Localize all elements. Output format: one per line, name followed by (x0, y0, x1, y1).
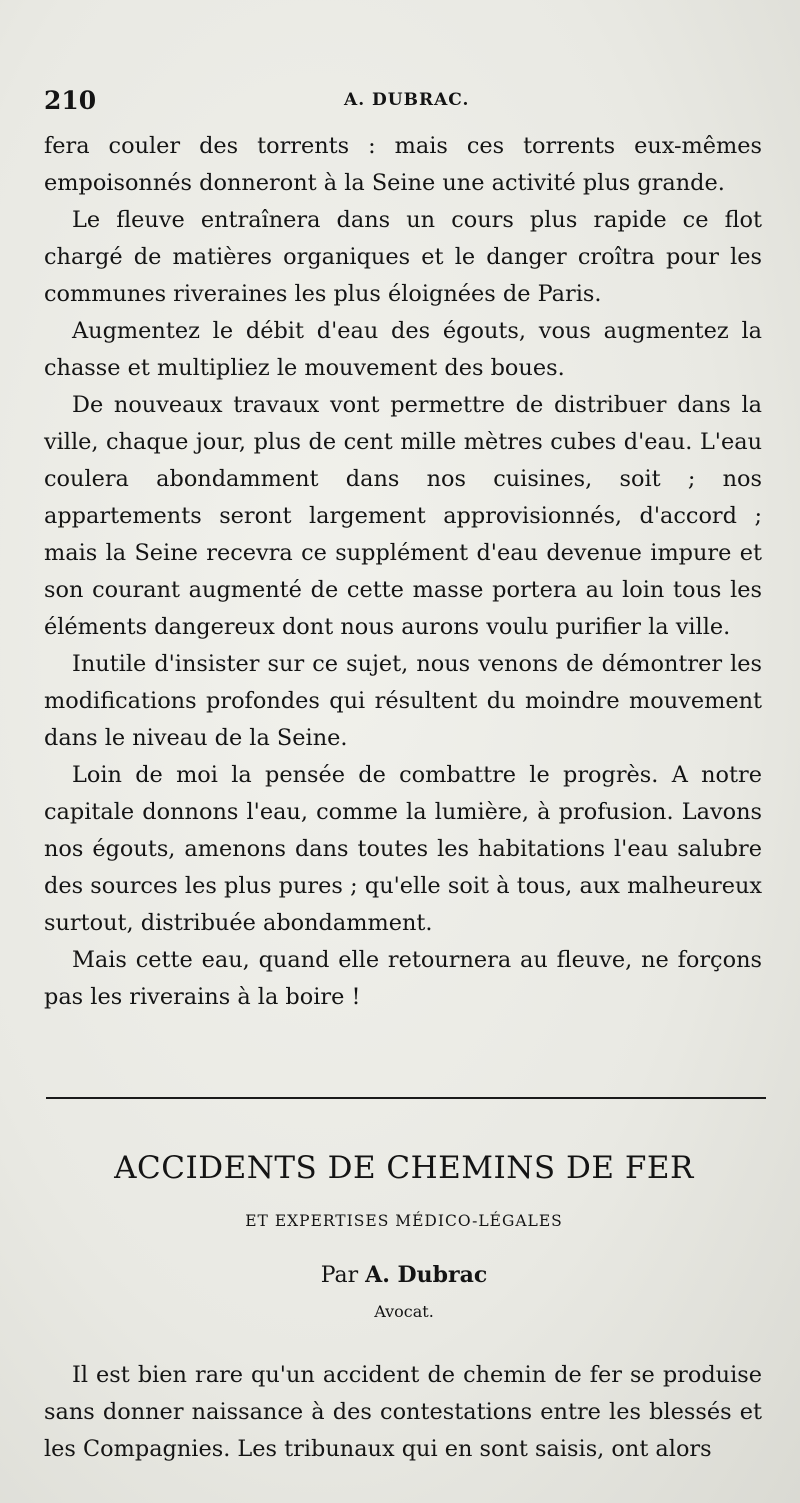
paragraph: Augmentez le débit d'eau des égouts, vous augmentez la chasse et multipliez le mouvement des boues. (44, 318, 762, 381)
paragraph: Inutile d'insister sur ce sujet, nous venons de démontrer les modifications profondes qui résultent du moindre mouvement dans le niveau de la Seine. (44, 651, 762, 751)
article-subtitle: ET EXPERTISES MÉDICO-LÉGALES (245, 1212, 563, 1230)
paragraph: fera couler des torrents : mais ces torrents eux-mêmes empoisonnés donneront à la Seine une activité plus grande. (44, 133, 762, 196)
body-text (44, 128, 762, 1016)
paragraph: Il est bien rare qu'un accident de chemin de fer se produise sans donner naissance à des contestations entre les blessés et les Compagnies. Les tribunaux qui en sont saisis, ont alors (44, 1362, 762, 1462)
article-title: ACCIDENTS DE CHEMINS DE FER (114, 1150, 694, 1186)
paragraph: Loin de moi la pensée de combattre le progrès. A notre capitale donnons l'eau, comme la lumière, à profusion. Lavons nos égouts, amenons dans toutes les habitations l'eau salubre des sources les plus pures ; qu'elle soit à tous, aux malheureux surtout, distribuée abondamment. (44, 762, 762, 936)
author-name: A. Dubrac (365, 1262, 488, 1288)
author-affiliation: Avocat. (374, 1302, 434, 1321)
paragraph: Le fleuve entraînera dans un cours plus rapide ce flot chargé de matières organiques et le danger croîtra pour les communes riveraines les plus éloignées de Paris. (44, 207, 762, 307)
running-head: A. DUBRAC. (344, 90, 470, 110)
byline-prefix: Par (320, 1263, 359, 1288)
section-divider (46, 1097, 766, 1099)
byline (44, 1262, 764, 1288)
page-header (44, 86, 764, 116)
paragraph: De nouveaux travaux vont permettre de distribuer dans la ville, chaque jour, plus de cent mille mètres cubes d'eau. L'eau coulera abondamment dans nos cuisines, soit ; nos appartements seront largement approvisionnés, d'accord ; mais la Seine recevra ce supplément d'eau devenue impure et son courant augmenté de cette masse portera au loin tous les éléments dangereux dont nous aurons voulu purifier la ville. (44, 392, 762, 640)
page-number: 210 (44, 86, 97, 115)
article-body (44, 1357, 762, 1468)
paragraph: Mais cette eau, quand elle retournera au fleuve, ne forçons pas les riverains à la boire ! (44, 947, 762, 1010)
